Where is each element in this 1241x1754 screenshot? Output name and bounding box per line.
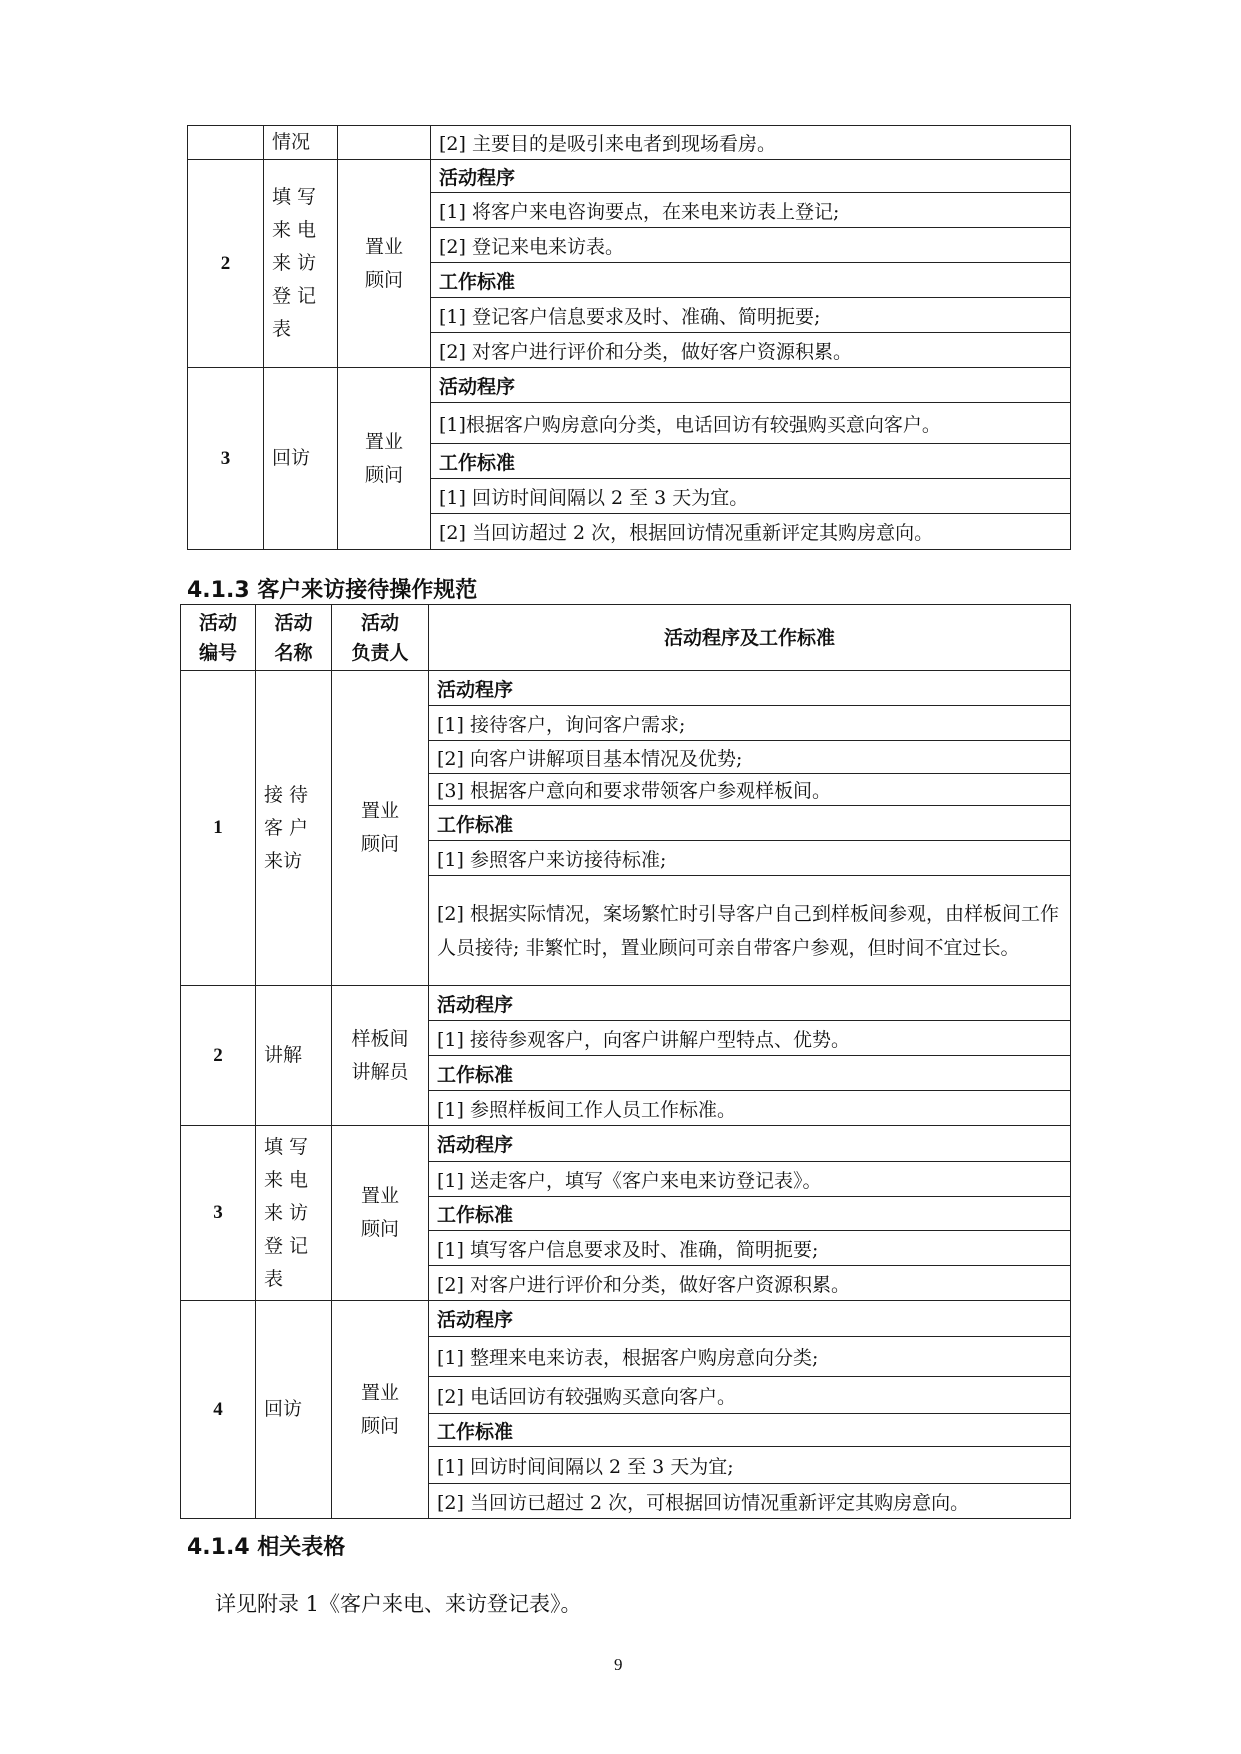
section-title-standard: 工作标准 xyxy=(429,1056,1071,1091)
section-title-standard: 工作标准 xyxy=(429,806,1071,841)
header-activity-name: 活动 名称 xyxy=(256,605,332,671)
table-row xyxy=(181,671,1071,706)
activity-owner-cell: 置业 顾问 xyxy=(338,160,431,368)
activity-table-continued xyxy=(187,125,1071,550)
table-row xyxy=(188,126,1071,160)
activity-number-cell: 1 xyxy=(181,671,256,986)
activity-owner-cell: 置业 顾问 xyxy=(332,671,429,986)
detail-line: [1] 送走客户，填写《客户来电来访登记表》。 xyxy=(429,1162,1071,1197)
header-activity-owner: 活动 负责人 xyxy=(332,605,429,671)
detail-line: [1] 回访时间间隔以 2 至 3 天为宜。 xyxy=(431,479,1071,514)
page-number: 9 xyxy=(614,1655,623,1674)
table-row xyxy=(181,1126,1071,1162)
section-title-standard: 工作标准 xyxy=(429,1414,1071,1447)
activity-name-cell: 讲解 xyxy=(256,986,332,1126)
detail-line: [1] 填写客户信息要求及时、准确，简明扼要; xyxy=(429,1231,1071,1266)
header-activity-number: 活动 编号 xyxy=(181,605,256,671)
detail-line: [1] 接待客户，询问客户需求; xyxy=(429,706,1071,741)
section-title-program: 活动程序 xyxy=(431,368,1071,403)
detail-line: [2] 对客户进行评价和分类，做好客户资源积累。 xyxy=(429,1266,1071,1301)
detail-line: [1] 回访时间间隔以 2 至 3 天为宜; xyxy=(429,1447,1071,1484)
header-program-standard: 活动程序及工作标准 xyxy=(429,605,1071,671)
section-title-program: 活动程序 xyxy=(429,1126,1071,1162)
section-title-program: 活动程序 xyxy=(429,671,1071,706)
table-row xyxy=(181,1301,1071,1337)
activity-number-cell: 3 xyxy=(181,1126,256,1301)
activity-number-cell: 2 xyxy=(181,986,256,1126)
section-title-standard: 工作标准 xyxy=(431,444,1071,479)
section-heading-4-1-4: 4.1.4 相关表格 xyxy=(187,1535,346,1560)
detail-line: [1] 将客户来电咨询要点，在来电来访表上登记; xyxy=(431,193,1071,228)
activity-name-cell: 填 写 来 电 来 访 登 记 表 xyxy=(256,1126,332,1301)
detail-line: [1] 参照客户来访接待标准; xyxy=(429,841,1071,876)
activity-name-cell: 填 写 来 电 来 访 登 记 表 xyxy=(264,160,338,368)
activity-owner-cell: 置业 顾问 xyxy=(332,1301,429,1519)
visit-reception-table xyxy=(180,604,1071,1519)
activity-name-cell: 回访 xyxy=(256,1301,332,1519)
section-title-standard: 工作标准 xyxy=(429,1197,1071,1231)
activity-owner-cell: 置业 顾问 xyxy=(338,368,431,550)
activity-name-cell: 回访 xyxy=(264,368,338,550)
activity-number-cell: 4 xyxy=(181,1301,256,1519)
activity-number-cell: 2 xyxy=(188,160,264,368)
detail-line: [1]根据客户购房意向分类，电话回访有较强购买意向客户。 xyxy=(431,403,1071,444)
activity-owner-cell: 样板间 讲解员 xyxy=(332,986,429,1126)
table-row xyxy=(181,986,1071,1021)
detail-line: [2] 主要目的是吸引来电者到现场看房。 xyxy=(431,126,1071,160)
section-title-program: 活动程序 xyxy=(431,160,1071,193)
table-header-row xyxy=(181,605,1071,671)
detail-line: [1] 登记客户信息要求及时、准确、简明扼要; xyxy=(431,298,1071,333)
detail-line: [2] 当回访已超过 2 次，可根据回访情况重新评定其购房意向。 xyxy=(429,1484,1071,1519)
activity-name-cell: 接 待 客 户 来访 xyxy=(256,671,332,986)
detail-line: [2] 向客户讲解项目基本情况及优势; xyxy=(429,741,1071,774)
detail-line: [1] 整理来电来访表，根据客户购房意向分类; xyxy=(429,1337,1071,1377)
section-heading-4-1-3: 4.1.3 客户来访接待操作规范 xyxy=(187,578,478,603)
table-row xyxy=(188,160,1071,193)
activity-owner-cell: 置业 顾问 xyxy=(332,1126,429,1301)
detail-line: [2] 电话回访有较强购买意向客户。 xyxy=(429,1377,1071,1414)
detail-line: [2] 登记来电来访表。 xyxy=(431,228,1071,263)
detail-line: [2] 对客户进行评价和分类，做好客户资源积累。 xyxy=(431,333,1071,368)
activity-name-cell: 情况 xyxy=(264,126,338,160)
detail-line: [3] 根据客户意向和要求带领客户参观样板间。 xyxy=(429,774,1071,806)
appendix-reference: 详见附录 1《客户来电、来访登记表》。 xyxy=(215,1592,582,1616)
section-title-standard: 工作标准 xyxy=(431,263,1071,298)
activity-number-cell: 3 xyxy=(188,368,264,550)
activity-number-cell xyxy=(188,126,264,160)
detail-line: [1] 参照样板间工作人员工作标准。 xyxy=(429,1091,1071,1126)
activity-owner-cell xyxy=(338,126,431,160)
detail-line: [1] 接待参观客户，向客户讲解户型特点、优势。 xyxy=(429,1021,1071,1056)
table-row xyxy=(188,368,1071,403)
detail-line: [2] 根据实际情况，案场繁忙时引导客户自己到样板间参观，由样板间工作人员接待; 非繁忙时，置业顾问可亲自带客户参观，但时间不宜过长。 xyxy=(429,876,1071,986)
section-title-program: 活动程序 xyxy=(429,1301,1071,1337)
section-title-program: 活动程序 xyxy=(429,986,1071,1021)
detail-line: [2] 当回访超过 2 次，根据回访情况重新评定其购房意向。 xyxy=(431,514,1071,550)
